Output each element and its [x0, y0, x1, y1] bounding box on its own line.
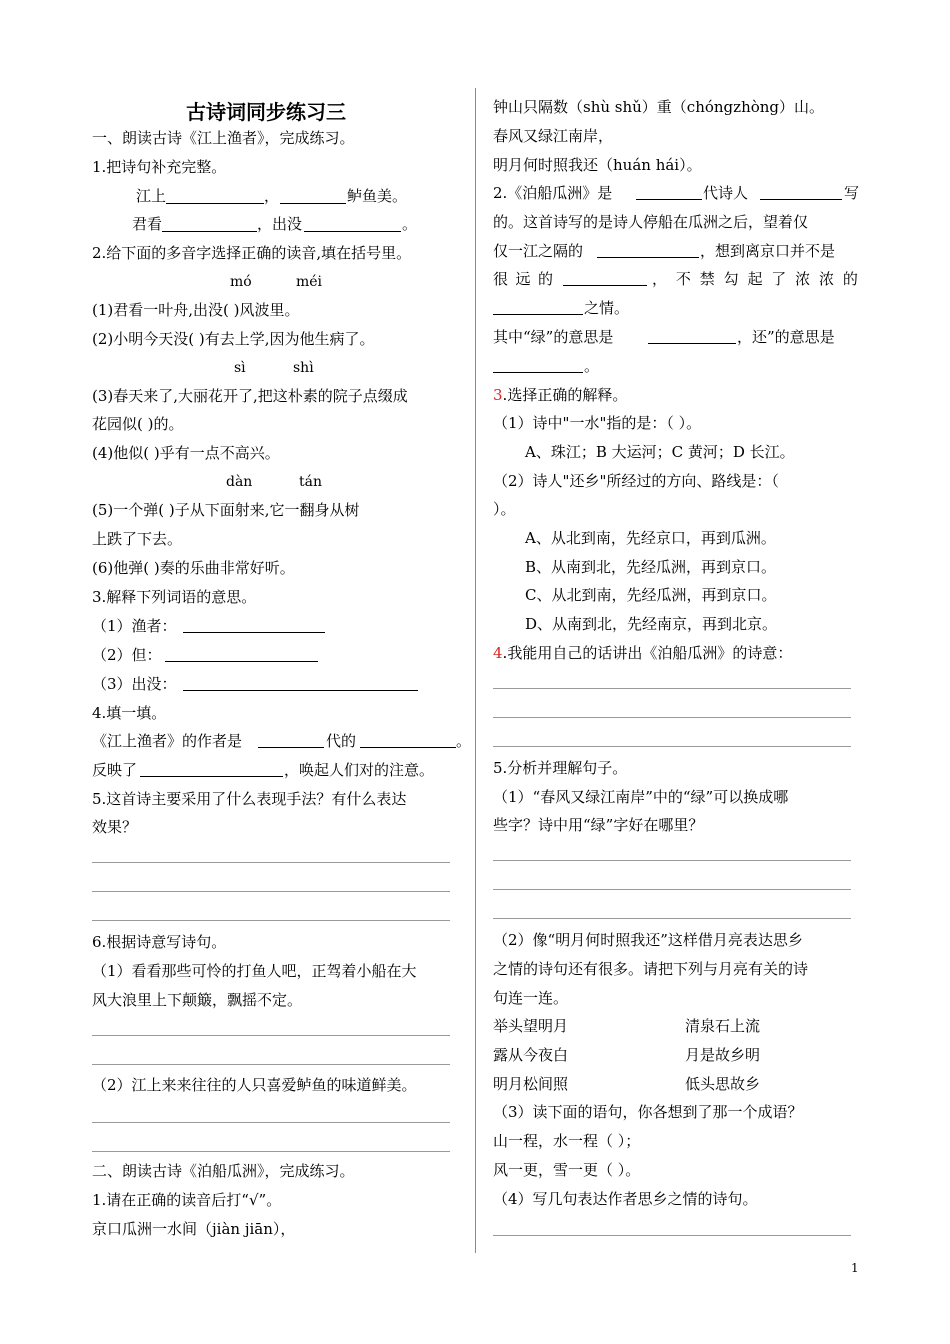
pinyin: méi	[296, 274, 323, 290]
page-number: 1	[851, 1261, 859, 1275]
writing-line[interactable]	[493, 1235, 851, 1236]
answer-blank[interactable]	[636, 199, 702, 200]
q2-sentence: (3)春天来了,大丽花开了,把这朴素的院子点缀成	[92, 387, 408, 405]
poem-line: 钟山只隔数（shù shǔ）重（chóngzhòng）山。	[493, 98, 825, 116]
writing-line[interactable]	[493, 746, 851, 747]
answer-blank[interactable]	[304, 231, 401, 232]
writing-line[interactable]	[92, 1151, 450, 1152]
q2-sentence: 花园似( )的。	[92, 415, 184, 433]
writing-line[interactable]	[493, 889, 851, 890]
answer-blank[interactable]	[360, 747, 456, 748]
answer-blank[interactable]	[563, 285, 647, 286]
answer-blank[interactable]	[597, 257, 699, 258]
column-divider	[475, 88, 476, 1253]
idiom-blank: 山一程，水一程（ ）；	[493, 1132, 641, 1150]
p2-q3-label: 3.选择正确的解释。	[493, 386, 628, 404]
q5-question: 5.这首诗主要采用了什么表现手法？有什么表达	[92, 790, 407, 808]
q2-sentence: (1)君看一叶舟,出没( )风波里。	[92, 301, 300, 319]
q2-sentence: (6)他弹( )奏的乐曲非常好听。	[92, 559, 295, 577]
q2-sentence: (2)小明今天没( )有去上学,因为他生病了。	[92, 330, 375, 348]
answer-blank[interactable]	[760, 199, 842, 200]
q4-label: 4.填一填。	[92, 704, 167, 722]
pinyin: sì	[234, 360, 246, 376]
poem-line2-start: 君看	[132, 215, 163, 233]
answer-blank[interactable]	[165, 661, 318, 662]
q6-item: 风大浪里上下颠簸，飘摇不定。	[92, 991, 303, 1009]
answer-blank[interactable]	[140, 776, 283, 777]
q3-item: （2）但：	[92, 646, 162, 664]
pinyin: dàn	[226, 474, 253, 490]
writing-line[interactable]	[92, 1122, 450, 1123]
q5-question: 效果？	[92, 818, 138, 836]
q2-label: 2.给下面的多音字选择正确的读音,填在括号里。	[92, 244, 412, 262]
answer-blank[interactable]	[166, 203, 264, 204]
answer-blank[interactable]	[493, 314, 583, 315]
poem-line1-start: 江上	[136, 187, 167, 205]
writing-line[interactable]	[92, 1035, 450, 1036]
q6-item: （1）看看那些可怜的打鱼人吧，正驾着小船在大	[92, 962, 417, 980]
poem-line: 春风又绿江南岸，	[493, 127, 614, 145]
q2-sentence: 上跌了下去。	[92, 530, 183, 548]
match-right-item[interactable]: 清泉石上流	[685, 1017, 761, 1035]
answer-blank[interactable]	[183, 632, 325, 633]
writing-line[interactable]	[92, 891, 450, 892]
writing-line[interactable]	[493, 918, 851, 919]
p2-q1-label: 1.请在正确的读音后打“√”。	[92, 1191, 282, 1209]
q2-sentence: (4)他似( )乎有一点不高兴。	[92, 444, 280, 462]
writing-line[interactable]	[92, 1064, 450, 1065]
answer-blank[interactable]	[183, 690, 418, 691]
p2-q4-label: 4.我能用自己的话讲出《泊船瓜洲》的诗意：	[493, 644, 793, 662]
match-left-item[interactable]: 露从今夜白	[493, 1046, 569, 1064]
q6-item: （2）江上来来往往的人只喜爱鲈鱼的味道鲜美。	[92, 1076, 417, 1094]
q1-label: 1.把诗句补充完整。	[92, 158, 227, 176]
q3-label: 3.解释下列词语的意思。	[92, 588, 257, 606]
page-title: 古诗词同步练习三	[186, 100, 346, 124]
q6-label: 6.根据诗意写诗句。	[92, 933, 227, 951]
match-right-item[interactable]: 低头思故乡	[685, 1075, 761, 1093]
idiom-blank: 风一更，雪一更（ ）。	[493, 1161, 641, 1179]
poem-line: 明月何时照我还（huán hái）。	[493, 156, 702, 174]
part2-heading: 二、朗读古诗《泊船瓜洲》，完成练习。	[92, 1162, 355, 1180]
poem-line: 京口瓜洲一水间（jiàn jiān），	[92, 1220, 296, 1238]
choice-options: A、珠江；B 大运河；C 黄河；D 长江。	[525, 443, 795, 461]
match-left-item[interactable]: 明月松间照	[493, 1075, 569, 1093]
part1-heading: 一、朗读古诗《江上渔者》，完成练习。	[92, 129, 355, 147]
choice-option: B、从南到北，先经瓜洲，再到京口。	[525, 558, 777, 576]
pinyin: shì	[293, 360, 314, 376]
choice-option: A、从北到南，先经京口，再到瓜洲。	[525, 529, 776, 547]
q3-item: （3）出没：	[92, 675, 177, 693]
answer-blank[interactable]	[162, 231, 257, 232]
writing-line[interactable]	[493, 717, 851, 718]
answer-blank[interactable]	[493, 372, 583, 373]
writing-line[interactable]	[92, 862, 450, 863]
pinyin: tán	[299, 474, 322, 490]
q3-item: （1）渔者：	[92, 617, 177, 635]
writing-line[interactable]	[493, 860, 851, 861]
writing-line[interactable]	[493, 688, 851, 689]
choice-option: D、从南到北，先经南京，再到北京。	[525, 615, 778, 633]
answer-blank[interactable]	[280, 203, 346, 204]
match-right-item[interactable]: 月是故乡明	[685, 1046, 761, 1064]
writing-line[interactable]	[92, 920, 450, 921]
match-left-item[interactable]: 举头望明月	[493, 1017, 569, 1035]
answer-blank[interactable]	[648, 343, 736, 344]
q2-sentence: (5)一个弹( )子从下面射来,它一翻身从树	[92, 501, 360, 519]
pinyin: mó	[230, 274, 252, 290]
answer-blank[interactable]	[258, 747, 324, 748]
p2-q5-label: 5.分析并理解句子。	[493, 759, 628, 777]
choice-option: C、从北到南，先经瓜洲，再到京口。	[525, 586, 777, 604]
